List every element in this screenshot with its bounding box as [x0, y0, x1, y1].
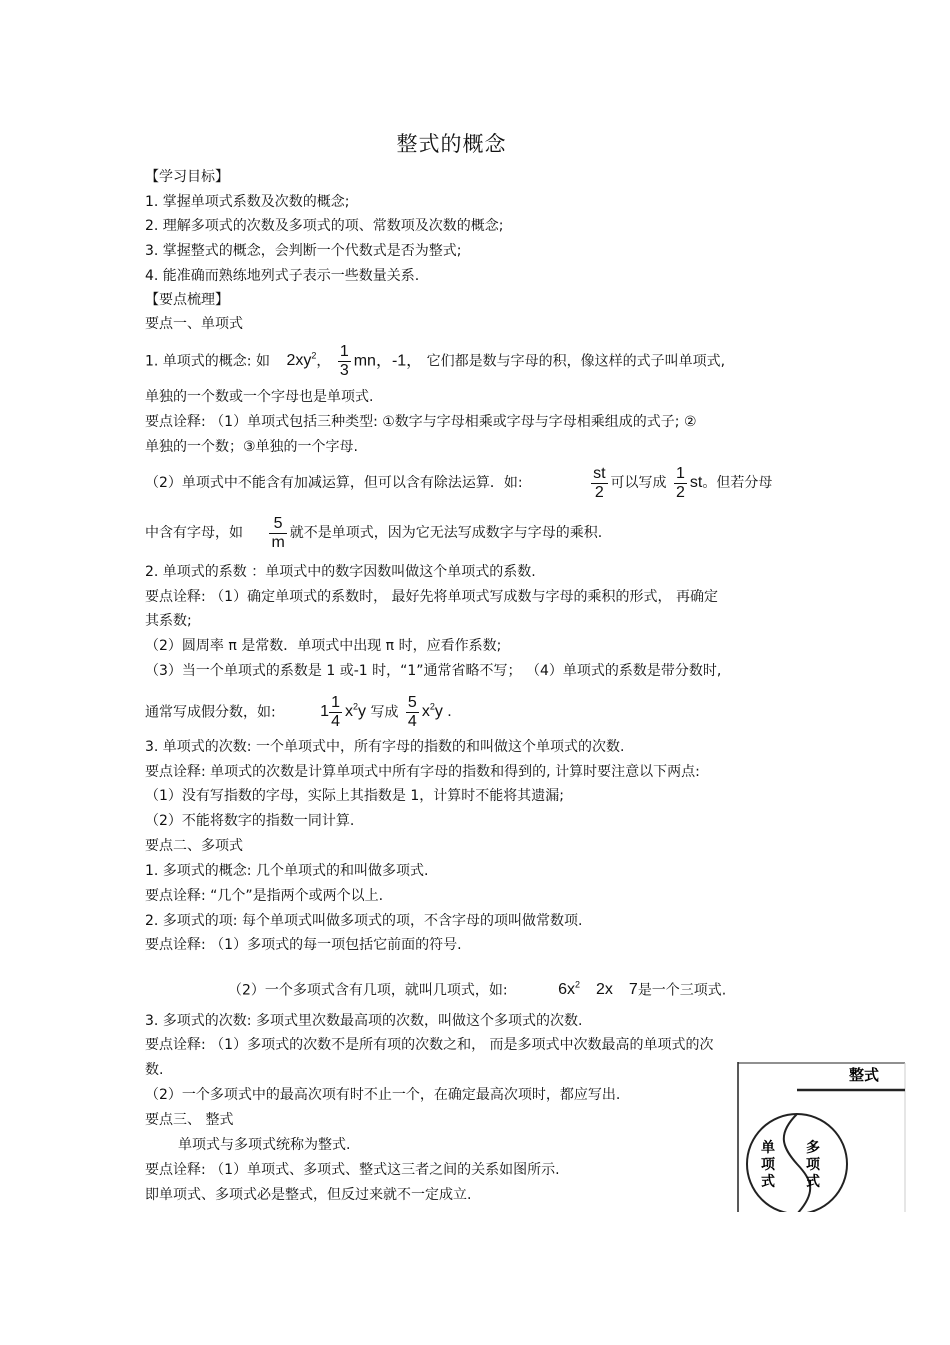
- text-span: （2）一个多项式含有几项，就叫几项式，如:: [228, 982, 508, 999]
- section3-header: 要点三、 整式: [145, 1112, 234, 1128]
- text-line: 要点诠释: “几个”是指两个或两个以上.: [145, 888, 384, 904]
- fraction-numerator: 5: [407, 693, 417, 711]
- text-span: 1. 单项式的概念: 如: [145, 353, 270, 370]
- text-line: 2. 单项式的系数 ：单项式中的数字因数叫做这个单项式的系数.: [145, 564, 536, 580]
- fraction-numerator: 1: [675, 464, 685, 482]
- relationship-diagram: [737, 1062, 907, 1212]
- fraction-denominator: 2: [594, 483, 604, 501]
- goal-item-1: 1. 掌握单项式系数及次数的概念;: [145, 194, 350, 210]
- diagram-label-outer: 整式: [848, 1066, 880, 1084]
- math-term: 7: [628, 981, 638, 999]
- fraction: [591, 465, 607, 502]
- text-line: （2）一个多项式中的最高次项有时不止一个，在确定最高次项时，都应写出.: [145, 1087, 621, 1103]
- math-expression: [286, 352, 316, 369]
- text-line: 要点诠释: （1）多项式的次数不是所有项的次数之和， 而是多项式中次数最高的单项式的次: [145, 1037, 714, 1053]
- text-line: 单项式与多项式统称为整式.: [178, 1137, 351, 1153]
- text-line: 要点诠释: （1）单项式、多项式、整式这三者之间的关系如图所示.: [145, 1162, 560, 1178]
- text-line: 即单项式、多项式必是整式，但反过来就不一定成立.: [145, 1187, 472, 1203]
- fraction-numerator: st: [593, 464, 606, 482]
- math-term: 2xy: [286, 352, 312, 370]
- fraction-denominator: m: [271, 533, 285, 551]
- text-span: 。但若分母: [702, 475, 773, 491]
- text-line: 要点诠释: （1）多项式的每一项包括它前面的符号.: [145, 937, 462, 953]
- fraction-numerator: 1: [331, 693, 340, 711]
- math-term: y .: [434, 703, 452, 721]
- text-line: 2. 多项式的项: 每个单项式叫做多项式的项，不含字母的项叫做常数项.: [145, 913, 583, 929]
- text-span: 是一个三项式.: [637, 982, 727, 999]
- fraction: [674, 465, 687, 502]
- goal-item-3: 3. 掌握整式的概念，会判断一个代数式是否为整式;: [145, 243, 462, 259]
- section1-header: 要点一、单项式: [145, 316, 243, 332]
- math-term: st: [689, 474, 703, 491]
- exponent: 2: [429, 702, 435, 712]
- points-header: 【要点梳理】: [145, 292, 229, 308]
- section2-header: 要点二、多项式: [145, 838, 243, 854]
- fraction: [338, 343, 351, 380]
- diagram-left-char-1: 单: [761, 1140, 775, 1156]
- text-span: 它们都是数与字母的积，像这样的式子叫单项式,: [426, 353, 726, 370]
- text-line: （1）没有写指数的字母，实际上其指数是 1，计算时不能将其遗漏;: [145, 788, 564, 804]
- text-line: （2）不能将数字的指数一同计算.: [145, 813, 355, 829]
- text-line: 要点诠释: （1）单项式包括三种类型: ①数字与字母相乘或字母与字母相乘组成的式子; ②: [145, 414, 697, 430]
- diagram-left-char-3: 式: [761, 1174, 775, 1190]
- fraction: [329, 694, 342, 731]
- page-title: 整式的概念: [396, 132, 507, 156]
- fraction-denominator: 3: [339, 361, 349, 379]
- text-line: 要点诠释: （1）确定单项式的系数时， 最好先将单项式写成数与字母的乘积的形式， 再确定: [145, 589, 718, 605]
- exponent: 2: [311, 351, 317, 361]
- math-term: 6x: [558, 981, 575, 999]
- text-span: 可以写成: [610, 475, 667, 491]
- monomial-concept-line: [145, 336, 725, 381]
- fraction: [269, 515, 286, 552]
- fraction-numerator: 1: [339, 342, 349, 360]
- text-span: 就不是单项式，因为它无法写成数字与字母的乘积.: [289, 525, 603, 541]
- diagram-right-char-3: 式: [806, 1174, 820, 1190]
- exponent: 2: [352, 702, 358, 712]
- text-line: 其系数;: [145, 613, 192, 629]
- text-span: ，: [316, 353, 331, 370]
- text-line: 3. 单项式的次数: 一个单项式中，所有字母的指数的和叫做这个单项式的次数.: [145, 739, 625, 755]
- goal-item-2: 2. 理解多项式的次数及多项式的项、常数项及次数的概念;: [145, 218, 504, 234]
- text-line: 1. 多项式的概念: 几个单项式的和叫做多项式.: [145, 863, 429, 879]
- diagram-left-char-2: 项: [761, 1157, 775, 1173]
- text-span: 写成: [370, 704, 399, 721]
- fraction-denominator: 4: [331, 712, 340, 730]
- fraction-numerator: 5: [269, 515, 286, 534]
- text-span: （2）单项式中不能含有加减运算，但可以含有除法运算．如:: [145, 475, 523, 491]
- math-term: x: [344, 703, 353, 721]
- goals-header: 【学习目标】: [145, 169, 229, 185]
- division-line: [145, 463, 772, 503]
- text-line: 要点诠释: 单项式的次数是计算单项式中所有字母的指数和得到的, 计算时要注意以下两点:: [145, 764, 700, 780]
- diagram-right-char-1: 多: [806, 1140, 820, 1156]
- math-term: x: [421, 703, 430, 721]
- text-span: 中含有字母，如: [145, 525, 243, 541]
- fraction: [406, 694, 419, 731]
- text-line: 数.: [145, 1062, 164, 1078]
- fraction-denominator: 2: [675, 483, 685, 501]
- math-expression: [422, 703, 452, 720]
- text-line: （3）当一个单项式的系数是 1 或-1 时，“1”通常省略不写； （4）单项式的系数是带分数时,: [145, 663, 722, 679]
- math-term: mn，-1，: [353, 352, 423, 370]
- letter-denominator-line: [145, 513, 602, 553]
- math-term: y: [358, 703, 366, 721]
- math-term: 2x: [596, 981, 613, 999]
- math-expression: [558, 981, 638, 998]
- text-line: 3. 多项式的次数: 多项式里次数最高项的次数，叫做这个多项式的次数.: [145, 1013, 583, 1029]
- text-line: （2）圆周率 π 是常数．单项式中出现 π 时，应看作系数;: [145, 638, 502, 654]
- goal-item-4: 4. 能准确而熟练地列式子表示一些数量关系.: [145, 268, 420, 284]
- mixed-number-line: [145, 687, 452, 732]
- fraction-denominator: 4: [407, 712, 417, 730]
- math-term: 1: [320, 703, 330, 721]
- text-line: 单独的一个数；③单独的一个字母.: [145, 439, 359, 455]
- exponent: 2: [574, 980, 580, 990]
- text-line: 单独的一个数或一个字母也是单项式.: [145, 389, 374, 405]
- math-expression: [345, 703, 366, 720]
- text-span: 通常写成假分数，如:: [145, 704, 276, 721]
- diagram-right-char-2: 项: [806, 1157, 820, 1173]
- trinomial-line: [228, 975, 726, 1000]
